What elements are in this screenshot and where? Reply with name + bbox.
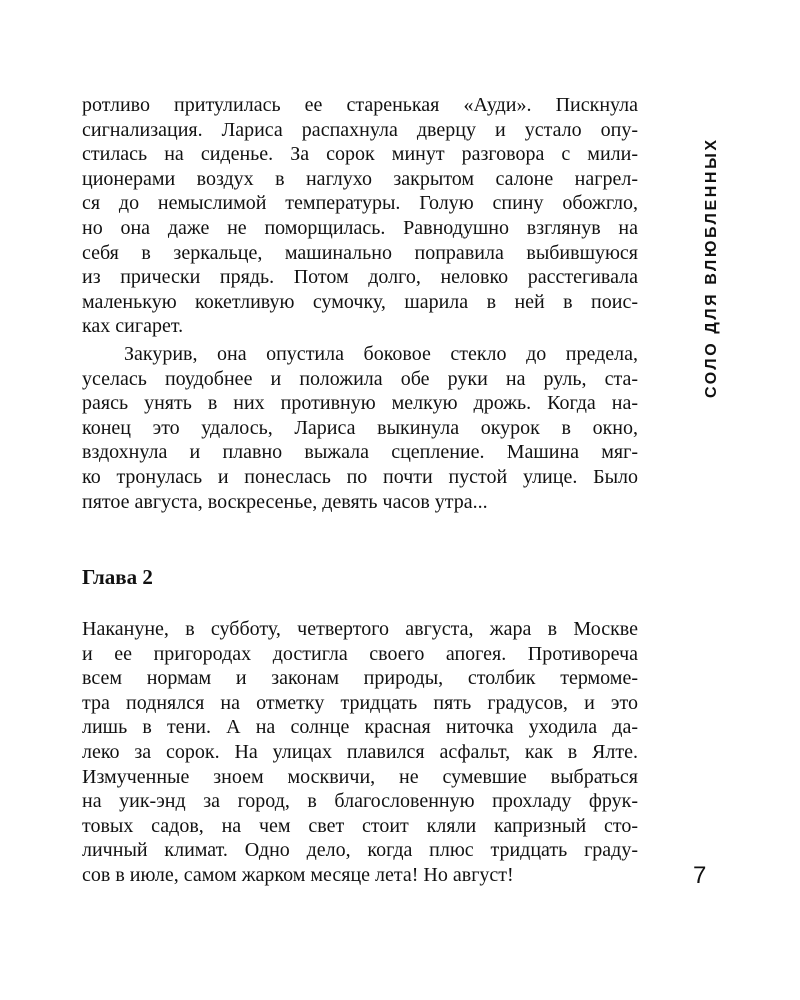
text-line: Закурив, она опустила боковое стекло до предела, [124, 343, 638, 365]
text-line: пятое августа, воскресенье, девять часов утра... [82, 490, 488, 513]
text-line: конец это удалось, Лариса выкинула окурок в окно, [82, 416, 638, 439]
chapter-paragraph [82, 617, 638, 888]
text-line: раясь унять в них противную мелкую дрожь. Когда на- [82, 392, 638, 415]
page-number: 7 [693, 862, 707, 889]
text-line: лишь в тени. А на солнце красная ниточка уходила да- [82, 716, 638, 739]
text-line: из прически прядь. Потом долго, неловко расстегивала [82, 266, 638, 289]
text-line: ках сигарет. [82, 315, 184, 338]
text-line: ционерами воздух в наглухо закрытом салоне нагрел- [82, 167, 638, 190]
text-line: и ее пригородах достигла своего апогея. Противореча [82, 642, 638, 665]
text-line: тра поднялся на отметку тридцать пять градусов, и это [82, 691, 638, 714]
text-line: всем нормам и законам природы, столбик термоме- [82, 667, 638, 690]
text-line: ротливо притулилась ее старенькая «Ауди». Пискнула [82, 94, 638, 116]
text-line: Накануне, в субботу, четвертого августа, жара в Москве [82, 618, 638, 640]
text-line: сигнализация. Лариса распахнула дверцу и устало опу- [82, 118, 638, 141]
text-line: личный климат. Одно дело, когда плюс тридцать граду- [82, 839, 638, 862]
text-line: себя в зеркальце, машинально поправила выбившуюся [82, 241, 638, 264]
text-line: уселась поудобнее и положила обе руки на руль, ста- [82, 367, 638, 390]
text-line: ко тронулась и понеслась по почти пустой улице. Было [82, 465, 638, 488]
paragraph [82, 342, 638, 514]
text-line: сов в июле, самом жарком месяце лета! Но август! [82, 863, 514, 886]
text-line: товых садов, на чем свет стоит кляли капризный сто- [82, 814, 638, 837]
text-line: на уик-энд за город, в благословенную прохладу фрук- [82, 790, 638, 813]
paragraph-continuation [82, 93, 638, 339]
text-line: стилась на сиденье. За сорок минут разговора с мили- [82, 143, 638, 166]
text-line: маленькую кокетливую сумочку, шарила в ней в поис- [82, 290, 638, 313]
text-line: вздохнула и плавно выжала сцепление. Машина мяг- [82, 441, 638, 464]
chapter-heading: Глава 2 [82, 565, 153, 589]
text-line: Измученные зноем москвичи, не сумевшие выбраться [82, 765, 638, 788]
running-title: СОЛО ДЛЯ ВЛЮБЛЕННЫХ [703, 137, 720, 398]
text-line: леко за сорок. На улицах плавился асфальт, как в Ялте. [82, 740, 638, 763]
text-line: ся до немыслимой температуры. Голую спину обожгло, [82, 192, 638, 215]
text-line: но она даже не поморщилась. Равнодушно взглянув на [82, 216, 638, 239]
